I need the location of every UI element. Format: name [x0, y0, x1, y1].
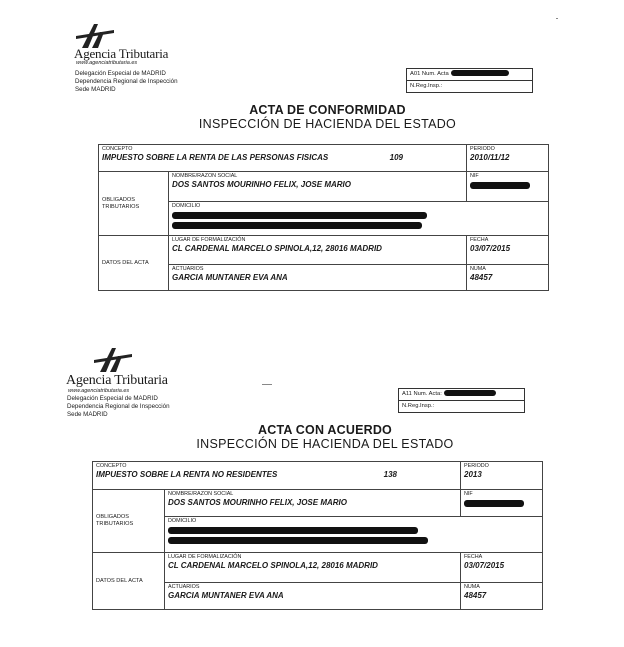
redaction-mark [444, 390, 496, 396]
tributarios-label: TRIBUTARIOS [96, 521, 134, 527]
domicilio-label: DOMICILIO [168, 518, 197, 524]
obligados-label: OBLIGADOS [96, 514, 129, 520]
nombre-label: NOMBRE/RAZON SOCIAL [168, 491, 234, 497]
nombre-row [99, 172, 549, 202]
lugar-row [93, 553, 543, 583]
datos-label: DATOS DEL ACTA [96, 577, 143, 584]
nombre-row [93, 490, 543, 517]
periodo-value: 2013 [464, 470, 482, 479]
domicilio-label: DOMICILIO [172, 203, 201, 209]
agency-name: Agencia Tributaria [66, 373, 168, 388]
acta-form-table [92, 461, 543, 610]
concepto-code: 138 [383, 470, 397, 479]
periodo-label: PERIODO [470, 146, 495, 152]
fecha-cell [467, 236, 549, 265]
acta-number-row [407, 69, 532, 80]
nif-cell [467, 172, 549, 202]
reg-insp-row [399, 400, 524, 412]
reg-insp-row [407, 80, 532, 92]
office-line: Sede MADRID [67, 411, 108, 418]
concepto-value: IMPUESTO SOBRE LA RENTA DE LAS PERSONAS FISICAS [102, 153, 329, 162]
concepto-row [93, 462, 543, 490]
reg-insp-label: N.Reg.Insp.: [410, 83, 443, 89]
numa-label: NUMA [464, 584, 480, 590]
fecha-value: 03/07/2015 [470, 244, 511, 253]
redaction-mark [464, 500, 524, 507]
datos-label-cell [99, 236, 169, 291]
title-block [190, 103, 465, 131]
acta-form-table [98, 144, 549, 291]
redaction-mark [172, 212, 427, 219]
office-line: Dependencia Regional de Inspección [75, 78, 178, 85]
acta-number-label: A01 Num. Acta [410, 71, 449, 77]
fecha-label: FECHA [470, 237, 489, 243]
lugar-value: CL CARDENAL MARCELO SPINOLA,12, 28016 MADRID [172, 244, 382, 253]
office-line: Delegación Especial de MADRID [67, 395, 158, 402]
domicilio-cell [169, 202, 549, 236]
fecha-cell [461, 553, 543, 583]
scan-speck [262, 384, 272, 385]
concepto-value: IMPUESTO SOBRE LA RENTA NO RESIDENTES [96, 470, 278, 479]
periodo-cell [461, 462, 543, 490]
actuarios-label: ACTUARIOS [172, 266, 204, 272]
lugar-label: LUGAR DE FORMALIZACIÓN [172, 237, 246, 243]
document-title: ACTA CON ACUERDO [258, 423, 392, 437]
lugar-cell [165, 553, 461, 583]
numa-cell [467, 265, 549, 291]
reference-box [398, 388, 525, 413]
title-block [180, 423, 470, 451]
redaction-mark [168, 527, 418, 534]
domicilio-cell [165, 517, 543, 553]
office-line: Dependencia Regional de Inspección [67, 403, 170, 410]
numa-value: 48457 [464, 591, 487, 600]
lugar-row [99, 236, 549, 265]
nombre-value: DOS SANTOS MOURINHO FELIX, JOSE MARIO [172, 180, 351, 189]
nif-label: NIF [464, 491, 473, 497]
office-block [67, 395, 170, 419]
obligados-label-cell [93, 490, 165, 553]
nombre-cell [165, 490, 461, 517]
concepto-cell [93, 462, 461, 490]
lugar-value: CL CARDENAL MARCELO SPINOLA,12, 28016 MADRID [168, 561, 378, 570]
reference-box [406, 68, 533, 93]
obligados-label: OBLIGADOS [102, 196, 135, 203]
nombre-label: NOMBRE/RAZON SOCIAL [172, 173, 238, 179]
nombre-value: DOS SANTOS MOURINHO FELIX, JOSE MARIO [168, 498, 347, 507]
actuarios-value: GARCIA MUNTANER EVA ANA [168, 591, 284, 600]
datos-label: DATOS DEL ACTA [102, 259, 149, 266]
numa-label: NUMA [470, 266, 486, 272]
actuarios-value: GARCIA MUNTANER EVA ANA [172, 273, 288, 282]
office-block [75, 70, 178, 94]
fecha-value: 03/07/2015 [464, 561, 505, 570]
fecha-label: FECHA [464, 554, 483, 560]
acta-document-1 [0, 0, 624, 320]
agency-logo [74, 22, 169, 66]
tributarios-label: TRIBUTARIOS [102, 203, 140, 210]
concepto-label: CONCEPTO [96, 463, 127, 469]
agency-url: www.agenciatributaria.es [76, 60, 138, 66]
redaction-mark [470, 182, 530, 189]
numa-cell [461, 583, 543, 610]
concepto-cell [99, 145, 467, 172]
lugar-cell [169, 236, 467, 265]
acta-document-2 [0, 340, 624, 640]
actuarios-cell [165, 583, 461, 610]
agency-name: Agencia Tributaria [74, 46, 169, 61]
actuarios-cell [169, 265, 467, 291]
actuarios-label: ACTUARIOS [168, 584, 200, 590]
periodo-value: 2010/11/12 [470, 153, 510, 162]
scan-speck [556, 18, 558, 19]
redaction-mark [451, 70, 509, 76]
nif-label: NIF [470, 173, 479, 179]
agency-emblem-icon [92, 346, 136, 374]
lugar-label: LUGAR DE FORMALIZACIÓN [168, 554, 242, 560]
agency-url: www.agenciatributaria.es [68, 388, 130, 394]
nif-cell [461, 490, 543, 517]
redaction-mark [172, 222, 422, 229]
concepto-code: 109 [389, 153, 404, 162]
concepto-label: CONCEPTO [102, 146, 133, 152]
obligados-label-cell [99, 172, 169, 236]
acta-number-label: A11 Num. Acta: [402, 391, 442, 397]
document-title: ACTA DE CONFORMIDAD [249, 103, 406, 117]
numa-value: 48457 [470, 273, 493, 282]
acta-number-row [399, 389, 524, 400]
nombre-cell [169, 172, 467, 202]
concepto-row [99, 145, 549, 172]
redaction-mark [168, 537, 428, 544]
document-subtitle: INSPECCIÓN DE HACIENDA DEL ESTADO [196, 437, 454, 451]
periodo-cell [467, 145, 549, 172]
office-line: Sede MADRID [75, 86, 116, 93]
reg-insp-label: N.Reg.Insp.: [402, 403, 435, 409]
document-subtitle: INSPECCIÓN DE HACIENDA DEL ESTADO [198, 117, 457, 131]
datos-label-cell [93, 553, 165, 610]
periodo-label: PERIODO [464, 463, 489, 469]
agency-logo [66, 346, 168, 394]
office-line: Delegación Especial de MADRID [75, 70, 166, 77]
